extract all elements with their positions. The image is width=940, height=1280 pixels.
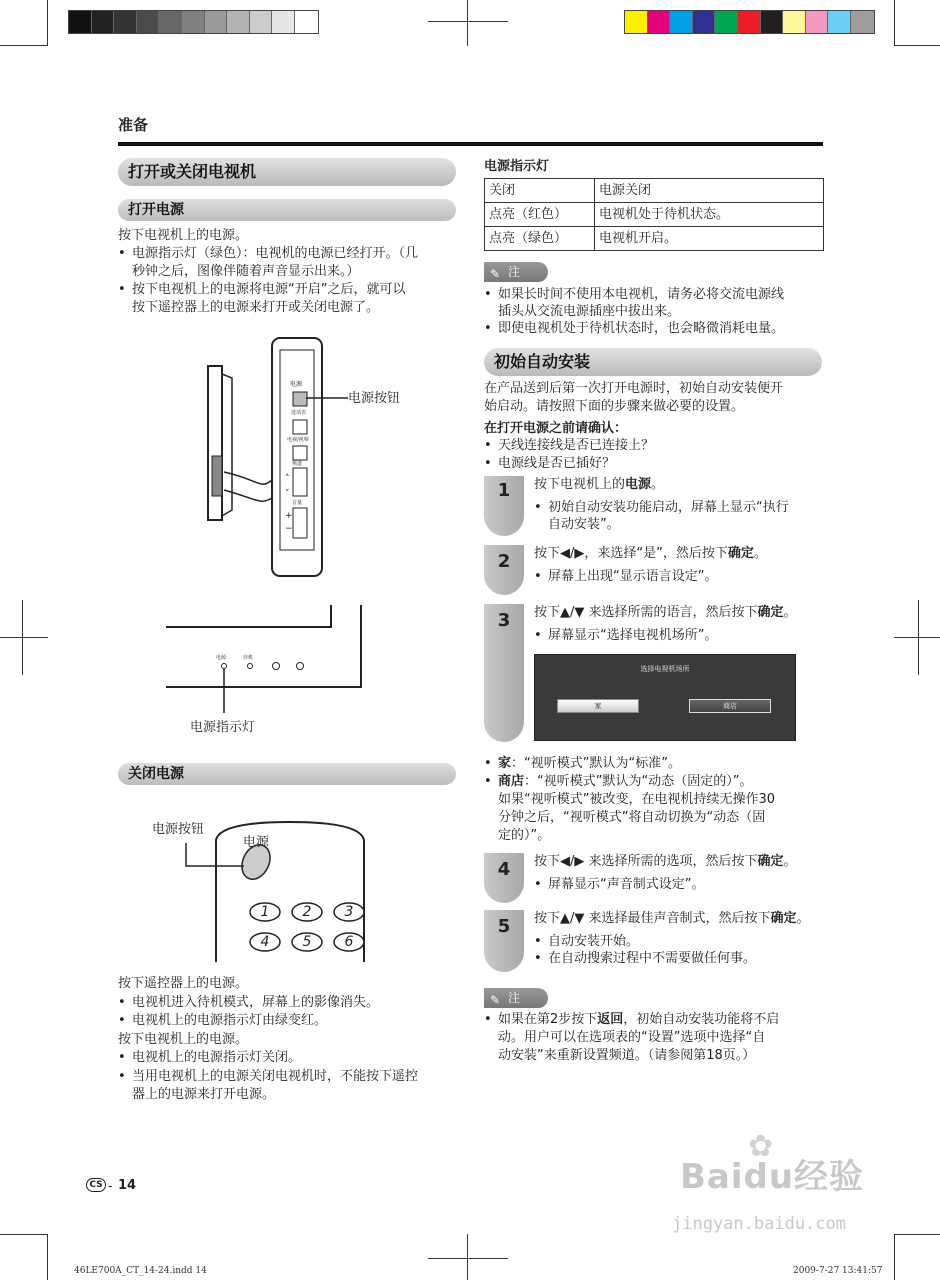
- color-swatch: [738, 11, 761, 33]
- footer-file: 46LE700A_CT_14-24.indd 14: [74, 1266, 207, 1276]
- color-swatch: [295, 11, 318, 33]
- power-off-line: 按下电视机上的电源。: [118, 1031, 249, 1047]
- crop-mark: [894, 1234, 940, 1235]
- remote-key[interactable]: 3: [344, 904, 354, 920]
- crop-mark: [894, 45, 940, 46]
- step-key: 确定: [757, 605, 784, 620]
- crop-mark: [467, 1234, 468, 1280]
- color-swatch: [625, 11, 648, 33]
- section-title-power: 打开或关闭电视机: [118, 158, 456, 186]
- page-number: 14: [118, 1178, 137, 1193]
- tv-front-illustration: [166, 605, 371, 715]
- subheading-power-on: 打开电源: [118, 199, 456, 221]
- table-cell: 电视机开启。: [595, 227, 824, 251]
- crop-mark: [0, 45, 48, 46]
- crop-mark: [894, 0, 895, 46]
- remote-key[interactable]: 5: [302, 934, 312, 950]
- step-text: 按下◀/▶，来选择“是”，然后按下: [534, 546, 728, 561]
- color-swatch: [761, 11, 784, 33]
- callout-remote-power-button: 电源按钮: [152, 822, 205, 837]
- power-on-bullet: • 电源指示灯（绿色）：电视机的电源已经打开。（几: [118, 245, 418, 263]
- color-swatch: [69, 11, 92, 33]
- screen-button-home[interactable]: 家: [557, 699, 639, 713]
- mode-home-label: 家: [498, 756, 512, 771]
- color-swatch: [806, 11, 829, 33]
- step-text: 。: [783, 854, 797, 869]
- color-swatch: [227, 11, 250, 33]
- subheading-power-off: 关闭电源: [118, 763, 456, 785]
- step-detail: • 初始自动安装功能启动，屏幕上显示“执行: [534, 499, 789, 517]
- color-swatch: [670, 11, 693, 33]
- step-detail: • 在自动搜索过程中不需要做任何事。: [534, 950, 756, 968]
- remote-key[interactable]: 4: [260, 934, 270, 950]
- step-number: 1: [497, 480, 511, 501]
- step-marker: [484, 604, 524, 742]
- step-instruction: [534, 910, 810, 928]
- power-off-line: 按下遥控器上的电源。: [118, 976, 249, 991]
- panel-label-input: 选项表: [291, 410, 307, 416]
- page-sep: -: [108, 1179, 113, 1193]
- color-swatch: [693, 11, 716, 33]
- crop-mark: [894, 637, 940, 638]
- crop-mark: [428, 1258, 508, 1259]
- step-text: 按下◀/▶ 来选择所需的选项，然后按下: [534, 854, 758, 869]
- step-text: 。: [796, 911, 810, 926]
- chevron-down-icon: ˅: [285, 489, 290, 499]
- crop-mark: [0, 1234, 48, 1235]
- mode-store-cont: 如果“视听模式”被改变，在电视机持续无操作30: [498, 792, 776, 807]
- note-bullet: • 如果长时间不使用本电视机，请务必将交流电源线: [484, 286, 784, 304]
- color-swatch: [137, 11, 160, 33]
- crop-mark: [47, 1234, 48, 1280]
- color-swatch: [715, 11, 738, 33]
- section-label: 准备: [118, 116, 149, 134]
- watermark-url: jingyan.baidu.com: [672, 1214, 846, 1234]
- step-detail: • 屏幕上出现“显示语言设定”。: [534, 568, 717, 586]
- mode-store-cont: 定的）”。: [498, 828, 551, 843]
- check-item: • 电源线是否已插好？: [484, 455, 615, 473]
- step-instruction: [534, 545, 767, 563]
- step-detail: 自动安装”。: [548, 517, 620, 532]
- power-on-intro: 按下电视机上的电源。: [118, 228, 249, 243]
- crop-mark: [467, 0, 468, 46]
- tv-screen-preview: [534, 654, 796, 741]
- step-instruction: [534, 853, 797, 871]
- step-marker: [484, 853, 524, 903]
- header-rule: [118, 142, 823, 146]
- step-marker: [484, 545, 524, 595]
- power-on-bullet-cont: 按下遥控器上的电源来打开或关闭电源了。: [132, 300, 380, 315]
- color-swatch: [205, 11, 228, 33]
- table-cell: 关闭: [485, 179, 595, 203]
- crop-mark: [428, 21, 508, 22]
- step-marker: [484, 476, 524, 536]
- step-number: 5: [497, 916, 511, 937]
- indicator-table: [484, 178, 824, 251]
- auto-intro: 始启动。请按照下面的步骤来做必要的设置。: [484, 399, 745, 414]
- mode-store: [484, 773, 752, 791]
- mode-store-label: 商店: [498, 774, 525, 789]
- mode-store-cont: 分钟之后，“视听模式”将自动切换为“动态（固: [498, 810, 766, 825]
- color-swatch: [92, 11, 115, 33]
- remote-key[interactable]: 1: [260, 904, 270, 920]
- callout-line: [306, 396, 348, 400]
- mode-store-text: ：“视听模式”默认为“动态（固定的）”。: [524, 774, 753, 789]
- note2-cont: 动。用户可以在选项表的“设置”选项中选择“自: [498, 1030, 766, 1045]
- note-bullet-cont: 插头从交流电源插座中拔出来。: [498, 304, 681, 319]
- crop-mark: [918, 600, 919, 675]
- step-detail: • 屏幕显示“声音制式设定”。: [534, 876, 704, 894]
- minus-icon: −: [285, 524, 293, 534]
- remote-key[interactable]: 6: [344, 934, 354, 950]
- power-on-bullet: • 按下电视机上的电源将电源“开启”之后，就可以: [118, 281, 405, 299]
- table-cell: 点亮（绿色）: [485, 227, 595, 251]
- step-text: 按下▲/▼ 来选择最佳声音制式，然后按下: [534, 911, 771, 926]
- callout-power-button: 电源按钮: [348, 391, 401, 406]
- table-row: [485, 179, 824, 203]
- step-number: 4: [497, 859, 511, 880]
- paperclip-icon: ✎: [490, 267, 501, 281]
- paperclip-icon: ✎: [490, 993, 501, 1007]
- color-swatch: [851, 11, 874, 33]
- panel-label-power: 电源: [290, 381, 303, 388]
- gray-calibration-bar: [68, 10, 319, 34]
- color-swatch: [114, 11, 137, 33]
- note2-cont: 动安装”来重新设置频道。（请参阅第18页。）: [498, 1048, 756, 1063]
- color-swatch: [272, 11, 295, 33]
- front-label-power: 电源: [216, 655, 227, 661]
- table-row: [485, 227, 824, 251]
- note-bullet: • 即使电视机处于待机状态时，也会略微消耗电量。: [484, 320, 784, 338]
- paw-icon: ✿: [748, 1129, 774, 1164]
- step-detail: • 自动安装开始。: [534, 933, 639, 951]
- power-off-line: • 电视机上的电源指示灯关闭。: [118, 1049, 301, 1067]
- screen-title: 选择电视机场所: [640, 665, 690, 673]
- step-key: 确定: [770, 911, 797, 926]
- step-text: 。: [753, 546, 767, 561]
- remote-illustration: [180, 818, 402, 964]
- color-swatch: [828, 11, 851, 33]
- note2-bold: 返回: [597, 1012, 624, 1027]
- footer-date: 2009-7-27 13:41:57: [793, 1266, 883, 1276]
- note2-post: ，初始自动安装功能将不启: [623, 1012, 780, 1027]
- plus-icon: +: [285, 511, 293, 521]
- check-heading: 在打开电源之前请确认：: [484, 421, 628, 436]
- panel-label-volume: 音量: [292, 500, 303, 506]
- remote-label-power: 电源: [243, 835, 270, 850]
- step-number: 2: [497, 551, 511, 572]
- color-swatch: [182, 11, 205, 33]
- panel-label-menu: 电视/视频: [287, 437, 309, 443]
- color-swatch: [648, 11, 671, 33]
- screen-button-store[interactable]: 商店: [689, 699, 771, 713]
- power-off-line: • 电视机进入待机模式，屏幕上的影像消失。: [118, 994, 379, 1012]
- step-key: 确定: [727, 546, 754, 561]
- power-off-line: • 电视机上的电源指示灯由绿变红。: [118, 1012, 327, 1030]
- note2-bullet: [484, 1011, 779, 1029]
- step-marker: [484, 910, 524, 972]
- step-text: 按下电视机上的: [534, 477, 626, 492]
- section-title-auto-install: 初始自动安装: [484, 348, 822, 376]
- note-label: 注: [508, 265, 521, 279]
- callout-power-indicator: 电源指示灯: [190, 720, 256, 735]
- remote-key[interactable]: 2: [302, 904, 312, 920]
- color-swatch: [159, 11, 182, 33]
- note2-pre: 如果在第2步按下: [498, 1012, 598, 1027]
- tv-side-illustration: [200, 330, 340, 590]
- crop-mark: [0, 637, 48, 638]
- language-badge: CS: [86, 1178, 106, 1192]
- crop-mark: [894, 1234, 895, 1280]
- crop-mark: [22, 600, 23, 675]
- note-badge: [484, 262, 548, 282]
- note-badge: [484, 988, 548, 1008]
- step-instruction: [534, 476, 664, 494]
- color-swatch: [783, 11, 806, 33]
- mode-home-text: ：“视听模式”默认为“标准”。: [511, 756, 681, 771]
- step-text: 按下▲/▼ 来选择所需的语言，然后按下: [534, 605, 758, 620]
- step-number: 3: [497, 610, 511, 631]
- step-instruction: [534, 604, 797, 622]
- table-cell: 点亮（红色）: [485, 203, 595, 227]
- power-off-line: 器上的电源来打开电源。: [132, 1087, 276, 1102]
- table-cell: 电视机处于待机状态。: [595, 203, 824, 227]
- check-item: • 天线连接线是否已连接上？: [484, 437, 654, 455]
- step-text: 。: [651, 477, 665, 492]
- step-detail: • 屏幕显示“选择电视机场所”。: [534, 627, 717, 645]
- front-label-standby: 待机: [243, 655, 254, 661]
- watermark-brand: Baidu经验: [680, 1157, 865, 1197]
- crop-mark: [47, 0, 48, 46]
- color-swatch: [250, 11, 273, 33]
- note-label: 注: [508, 991, 521, 1005]
- table-row: [485, 203, 824, 227]
- panel-label-channel: 频道: [292, 461, 303, 467]
- power-on-bullet-cont: 秒钟之后，图像伴随着声音显示出来。）: [132, 264, 360, 279]
- step-key: 电源: [625, 477, 652, 492]
- auto-intro: 在产品送到后第一次打开电源时，初始自动安装便开: [484, 381, 784, 396]
- mode-home: [484, 755, 681, 773]
- step-text: 。: [783, 605, 797, 620]
- indicator-heading: 电源指示灯: [484, 159, 550, 174]
- color-calibration-bar: [624, 10, 875, 34]
- table-cell: 电源关闭: [595, 179, 824, 203]
- chevron-up-icon: ˄: [285, 474, 290, 484]
- power-off-line: • 当用电视机上的电源关闭电视机时，不能按下遥控: [118, 1068, 418, 1086]
- step-key: 确定: [757, 854, 784, 869]
